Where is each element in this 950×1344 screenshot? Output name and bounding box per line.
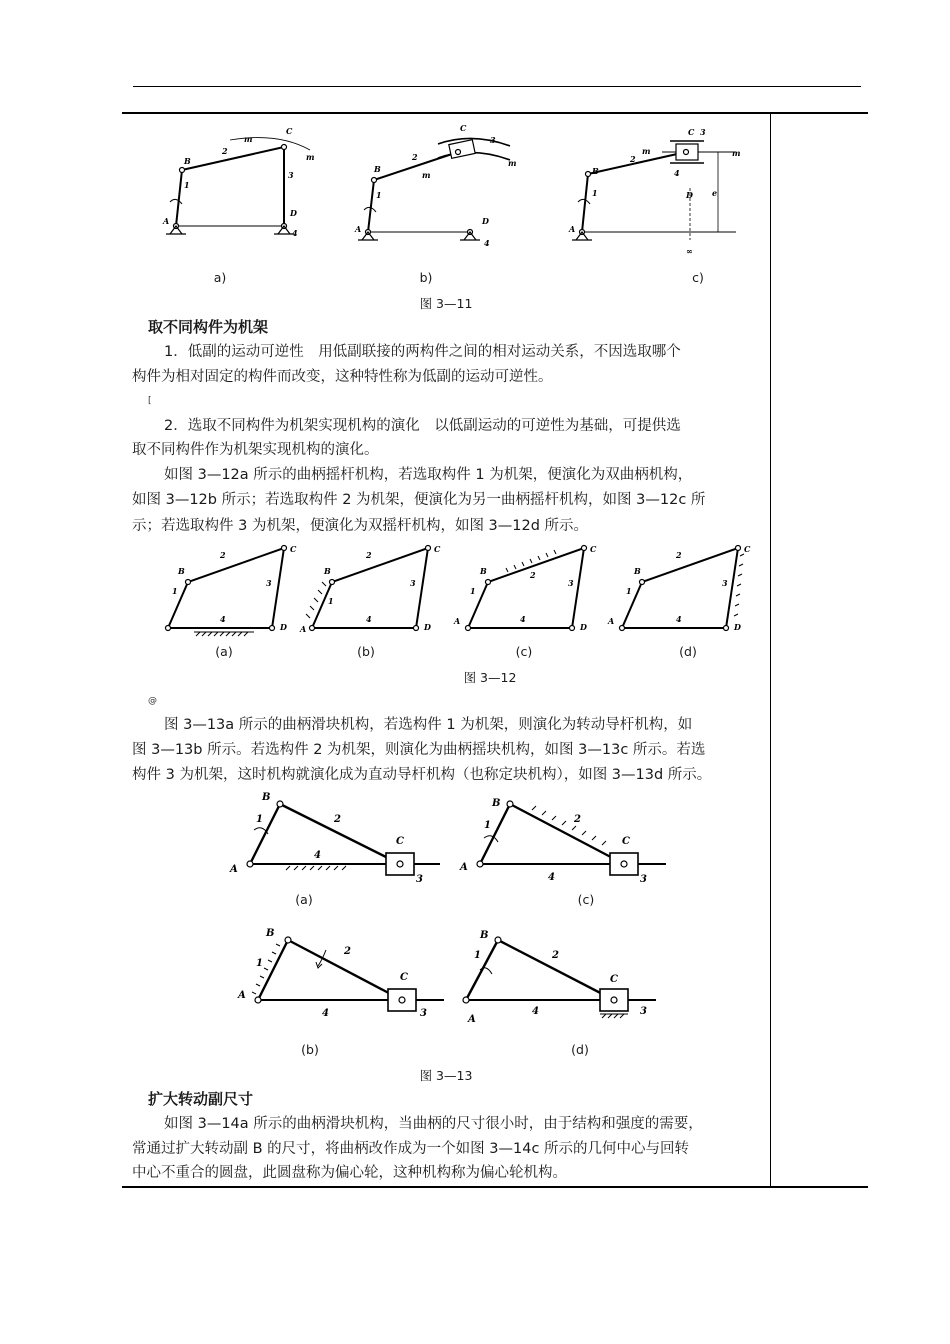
fig12a-3: 3	[266, 578, 272, 588]
fig13c-3: 3	[640, 874, 647, 885]
stray-mark-2: @	[148, 696, 157, 706]
para-evolution-line2: 取不同构件作为机架实现机构的演化。	[132, 442, 379, 458]
fig12a-B: B	[178, 566, 185, 576]
fig13c-C: C	[622, 836, 630, 847]
fig12c-1: 1	[470, 586, 476, 596]
fig13b-A: A	[238, 990, 246, 1001]
para-fig12-line3: 示；若选取构件 3 为机架，便演化为双摇杆机构，如图 3—12d 所示。	[132, 518, 589, 534]
fig12b-2: 2	[366, 550, 372, 560]
stray-mark-1: [	[148, 396, 152, 406]
para-eccentric-line2: 常通过扩大转动副 B 的尺寸，将曲柄改作成为一个如图 3—14c 所示的几何中心与回转	[132, 1141, 690, 1157]
fig13-label-c: (c)	[577, 892, 595, 907]
fig13d-C: C	[610, 974, 618, 985]
fig11-label-b: b)	[419, 270, 433, 285]
fig11b-1: 1	[376, 190, 382, 200]
fig11c-A: A	[569, 224, 576, 234]
fig11b-D: D	[482, 216, 489, 226]
fig11-label-a: a)	[213, 270, 227, 285]
fig12-label-a: (a)	[215, 644, 233, 659]
fig12d-A: A	[608, 616, 615, 626]
fig13-caption: 图 3—13	[419, 1068, 473, 1083]
fig11c-inf: ∞	[686, 246, 693, 256]
figure-3-13-a	[226, 790, 446, 890]
fig11a-C: C	[286, 126, 293, 136]
fig13b-4: 4	[322, 1008, 329, 1019]
fig12a-C: C	[290, 544, 297, 554]
fig12d-D: D	[734, 622, 741, 632]
fig12c-A: A	[454, 616, 461, 626]
figure-3-12-d	[608, 540, 754, 640]
fig11b-B: B	[374, 164, 381, 174]
fig11a-4: 4	[292, 228, 298, 238]
fig13a-4: 4	[314, 850, 321, 861]
fig12c-C: C	[590, 544, 597, 554]
fig13b-3: 3	[420, 1008, 427, 1019]
fig11c-e: e	[712, 188, 718, 198]
fig12-label-b: (b)	[357, 644, 375, 659]
fig11c-2: 2	[630, 154, 636, 164]
para-fig12-line1: 如图 3—12a 所示的曲柄摇杆机构，若选取构件 1 为机架，便演化为双曲柄机构，	[164, 467, 693, 483]
figure-3-11-a	[160, 122, 315, 252]
fig11a-m2: m	[306, 152, 315, 162]
table-right-border	[770, 113, 771, 1188]
fig11a-A: A	[163, 216, 170, 226]
fig11c-m2: m	[732, 148, 741, 158]
fig12d-2: 2	[676, 550, 682, 560]
fig12b-C: C	[434, 544, 441, 554]
fig11a-B: B	[184, 156, 191, 166]
fig11-caption: 图 3—11	[419, 296, 473, 311]
fig12d-C: C	[744, 544, 751, 554]
fig12a-D: D	[280, 622, 287, 632]
fig13a-C: C	[396, 836, 404, 847]
fig13-label-d: (d)	[571, 1042, 589, 1057]
fig11b-2: 2	[412, 152, 418, 162]
figure-3-11-b	[352, 122, 522, 252]
figure-3-12-b	[300, 540, 444, 640]
para-eccentric-line1: 如图 3—14a 所示的曲柄滑块机构，当曲柄的尺寸很小时，由于结构和强度的需要，	[164, 1116, 703, 1132]
fig12b-D: D	[424, 622, 431, 632]
fig13-label-a: (a)	[295, 892, 313, 907]
fig13-label-b: (b)	[301, 1042, 319, 1057]
fig11a-1: 1	[184, 180, 190, 190]
fig11b-A: A	[355, 224, 362, 234]
fig12d-B: B	[634, 566, 641, 576]
fig11a-D: D	[290, 208, 297, 218]
fig13c-B: B	[492, 798, 501, 809]
figure-3-13-d	[456, 926, 676, 1026]
fig13b-1: 1	[256, 958, 263, 969]
fig11a-2: 2	[222, 146, 228, 156]
fig11b-m2: m	[508, 158, 517, 168]
fig13c-4: 4	[548, 872, 555, 883]
fig13d-4: 4	[532, 1006, 539, 1017]
fig12-label-c: (c)	[515, 644, 533, 659]
fig12a-1: 1	[172, 586, 178, 596]
para-eccentric-line3: 中心不重合的圆盘，此圆盘称为偏心轮，这种机构称为偏心轮机构。	[132, 1165, 567, 1181]
fig12d-1: 1	[626, 586, 632, 596]
fig13a-2: 2	[334, 814, 341, 825]
figure-3-12-c	[454, 540, 600, 640]
fig11c-m1: m	[642, 146, 651, 156]
fig12a-2: 2	[220, 550, 226, 560]
para-fig12-line2: 如图 3—12b 所示；若选取构件 2 为机架，便演化为另一曲柄摇杆机构，如图 3—12c 所	[132, 492, 706, 508]
fig11b-m1: m	[422, 170, 431, 180]
fig13b-B: B	[266, 928, 275, 939]
figure-3-13-c	[456, 790, 676, 890]
fig13b-C: C	[400, 972, 408, 983]
header-thick-rule	[122, 112, 868, 114]
fig13b-2: 2	[344, 946, 351, 957]
fig13a-1: 1	[256, 814, 263, 825]
fig12a-4: 4	[220, 614, 226, 624]
fig12b-A: A	[300, 624, 307, 634]
fig11a-m1: m	[244, 134, 253, 144]
fig13c-2: 2	[574, 814, 581, 825]
para-fig13-line2: 图 3—13b 所示。若选构件 2 为机架，则演化为曲柄摇块机构，如图 3—13c 所示。若选	[132, 742, 706, 758]
footer-thick-rule	[122, 1186, 868, 1188]
fig11c-D: D	[686, 190, 693, 200]
fig11-label-c: c)	[692, 270, 704, 285]
para-reversibility-line2: 构件为相对固定的构件而改变，这种特性称为低副的运动可逆性。	[132, 369, 553, 385]
fig12c-4: 4	[520, 614, 526, 624]
fig11c-1: 1	[592, 188, 598, 198]
fig12c-3: 3	[568, 578, 574, 588]
fig11b-4: 4	[484, 238, 490, 248]
para-fig13-line3: 构件 3 为机架，这时机构就演化成为直动导杆机构（也称定块机构），如图 3—13d 所示。	[132, 767, 712, 783]
fig13c-A: A	[460, 862, 468, 873]
fig12-caption: 图 3—12	[463, 670, 517, 685]
fig12b-B: B	[324, 566, 331, 576]
fig12c-B: B	[480, 566, 487, 576]
figure-3-13-b	[230, 926, 450, 1026]
fig13d-1: 1	[474, 950, 481, 961]
fig12b-3: 3	[410, 578, 416, 588]
fig12d-4: 4	[676, 614, 682, 624]
fig12b-1: 1	[328, 596, 334, 606]
figure-3-11-c	[566, 122, 756, 262]
fig13d-3: 3	[640, 1006, 647, 1017]
fig11a-3: 3	[288, 170, 294, 180]
fig12c-D: D	[580, 622, 587, 632]
fig11c-B: B	[592, 166, 599, 176]
section-heading-enlarge-revolute: 扩大转动副尺寸	[148, 1090, 254, 1108]
fig11c-C: C	[688, 127, 695, 137]
fig13d-2: 2	[552, 950, 559, 961]
header-thin-rule	[133, 86, 861, 87]
para-fig13-line1: 图 3—13a 所示的曲柄滑块机构，若选构件 1 为机架，则演化为转动导杆机构，如	[164, 717, 693, 733]
para-reversibility-line1: 1．低副的运动可逆性 用低副联接的两构件之间的相对运动关系，不因选取哪个	[164, 344, 681, 360]
fig13c-1: 1	[484, 820, 491, 831]
fig12-label-d: (d)	[679, 644, 697, 659]
fig13d-A: A	[468, 1014, 476, 1025]
fig11b-3: 3	[490, 135, 496, 145]
para-evolution-line1: 2．选取不同构件为机架实现机构的演化 以低副运动的可逆性为基础，可提供选	[164, 418, 681, 434]
fig13a-B: B	[262, 792, 271, 803]
fig12d-3: 3	[722, 578, 728, 588]
fig12b-4: 4	[366, 614, 372, 624]
fig11c-3: 3	[700, 127, 706, 137]
figure-3-12-a	[160, 540, 300, 640]
fig11b-C: C	[460, 123, 467, 133]
fig13a-A: A	[230, 864, 238, 875]
fig12c-2: 2	[530, 570, 536, 580]
fig11c-4: 4	[674, 168, 680, 178]
fig13d-B: B	[480, 930, 489, 941]
fig13a-3: 3	[416, 874, 423, 885]
section-heading-frame-selection: 取不同构件为机架	[148, 318, 269, 336]
